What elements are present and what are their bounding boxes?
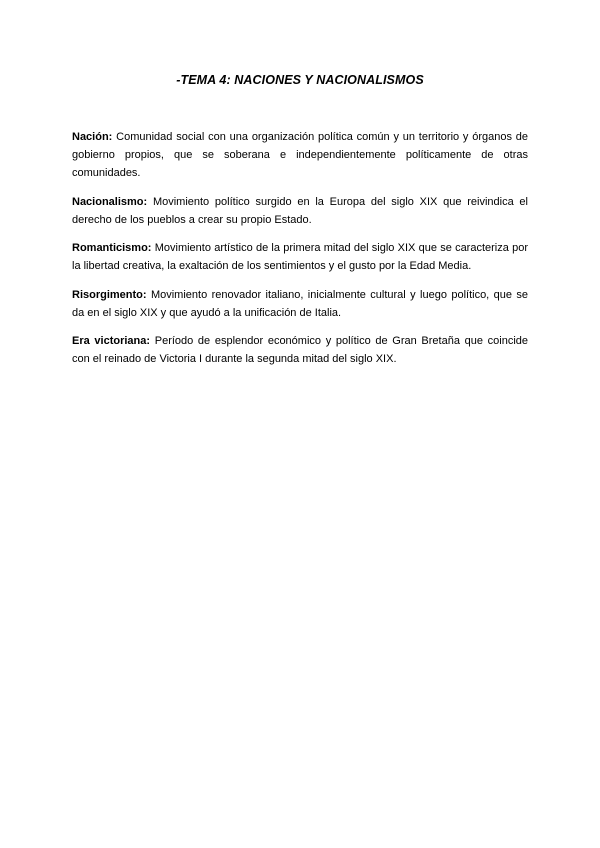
glossary-definition: Movimiento renovador italiano, inicialmente cultural y luego político, que se da en el siglo XIX y que ayudó a la unificación de Italia.: [72, 288, 528, 319]
glossary-definition: Comunidad social con una organización política común y un territorio y órganos de gobierno propios, que se soberana e independientemente políticamente de otras comunidades.: [72, 131, 529, 179]
glossary-term: Nacionalismo:: [72, 195, 148, 208]
glossary-term: Era victoriana:: [72, 335, 151, 347]
glossary-term: Romanticismo:: [72, 242, 152, 254]
glossary-definition: Período de esplendor económico y político de Gran Bretaña que coincide con el reinado de Victoria I durante la segunda mitad del siglo XIX.: [72, 335, 529, 365]
glossary-entry-era-victoriana: [72, 332, 528, 368]
glossary-entry-risorgimento: [72, 286, 528, 322]
glossary-definition: Movimiento político surgido en la Europa del siglo XIX que reivindica el derecho de los pueblos a crear su propio Estado.: [72, 195, 528, 226]
glossary-entry-nacion: [72, 128, 528, 182]
glossary-list: [72, 128, 528, 379]
page-title: -TEMA 4: NACIONES Y NACIONALISMOS: [176, 73, 424, 87]
glossary-entry-romanticismo: [72, 239, 528, 275]
glossary-entry-nacionalismo: [72, 193, 528, 229]
glossary-definition: Movimiento artístico de la primera mitad del siglo XIX que se caracteriza por la libertad creativa, la exaltación de los sentimientos y el gusto por la Edad Media.: [72, 242, 529, 272]
glossary-term: Nación:: [72, 131, 113, 143]
glossary-term: Risorgimento:: [72, 288, 147, 301]
